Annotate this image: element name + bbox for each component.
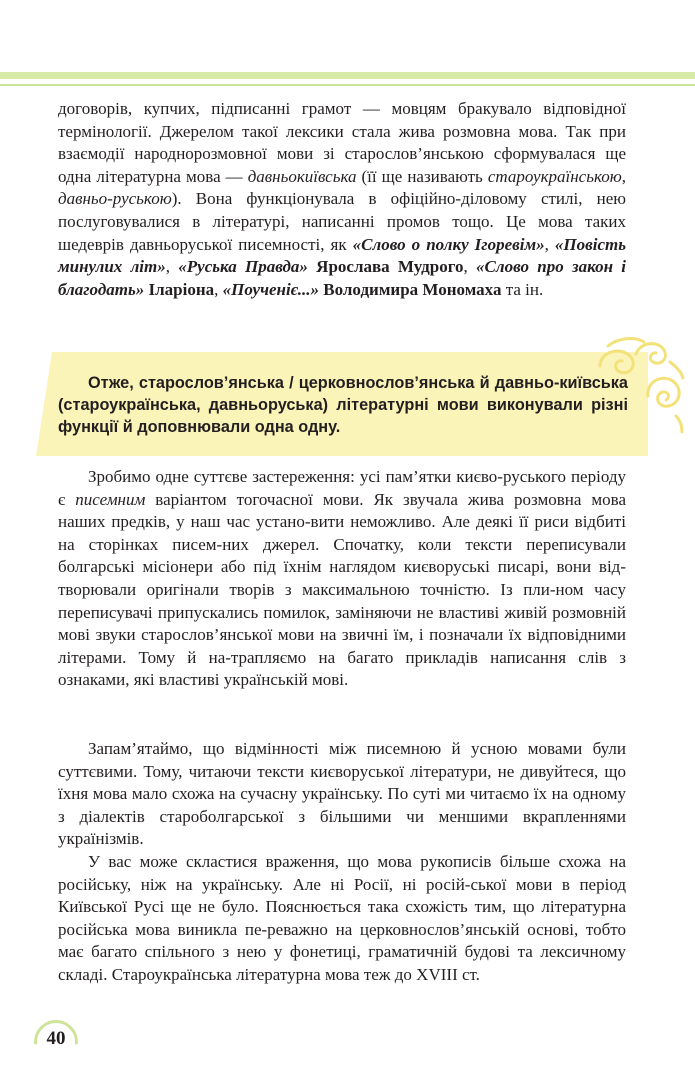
- header-band: [0, 72, 695, 79]
- paragraph-2: Зробимо одне суттєве застереження: усі пам’ятки києво-руського періоду є писемним варіантом тогочасної мови. Як звучала жива розмовна мова наших предків, у наш час устано-вити неможливо. Але деякі її риси відбиті на сторінках писем-них джерел. Спочатку, коли тексти переписували болгарські місіонери або під їхнім наглядом києворуські писарі, вони від-творювали оригінали творів з максимальною точністю. Із пли-ном часу переписувачі припускались помилок, заміняючи не властиві живій розмовній мові звуки старослов’янської мови на звичні їм, і позначали їх відповідними літерами. Тому й на-трапляємо на багато прикладів написання слів з ознаками, які властиві українській мові.: [58, 467, 627, 690]
- paragraph-1: договорів, купчих, підписанні грамот — мовцям бракувало відповідної термінології. Джерелом такої лексики стала жива розмовна мова. Так при взаємодії народнорозмовної мови зі старослов’янською сформувалася ще одна літературна мова — давньокиївська (її ще називають староукраїнською, давньо-руською). Вона функціонувала в офіційно-діловому стилі, нею послуговувалися в літературі, написанні промов тощо. Це мова таких шедеврів давньоруської писемності, як «Слово о полку Ігоревім», «Повість минулих літ», «Руська Правда» Ярослава Мудрого, «Слово про закон і благодать» Іларіона, «Поученіє...» Володимира Мономаха та ін.: [58, 99, 626, 299]
- paragraph-4: У вас може скластися враження, що мова рукописів більше схожа на російську, ніж на українську. Але ні Росії, ні росій-ської мови в період Київської Русі ще не було. Пояснюється така схожість тим, що літературна російська мова виникла пе-реважно на церковнослов’янській основі, тобто має багато спільного з нею у фонетиці, граматичній будові та лексичному складі. Староукраїнська літературна мова теж до XVIII ст.: [58, 852, 626, 984]
- page-number-badge: [34, 1020, 80, 1066]
- page-number: 40: [46, 1028, 66, 1049]
- summary-callout-text: Отже, старослов’янська / церковнослов’янська й давньо-київська (староукраїнська, давньоруська) літературні мови виконували різні функції й доповнювали одна одну.: [58, 374, 628, 436]
- header-rule: [0, 84, 695, 86]
- paragraph-3: Запам’ятаймо, що відмінності між писемною й усною мовами були суттєвими. Тому, читаючи тексти києворуської літератури, не дивуйтеся, що їхня мова мало схожа на сучасну українську. По суті ми читаємо їх на одному з діалектів староболгарської з більшими чи меншими вкрапленнями українізмів.: [58, 739, 626, 849]
